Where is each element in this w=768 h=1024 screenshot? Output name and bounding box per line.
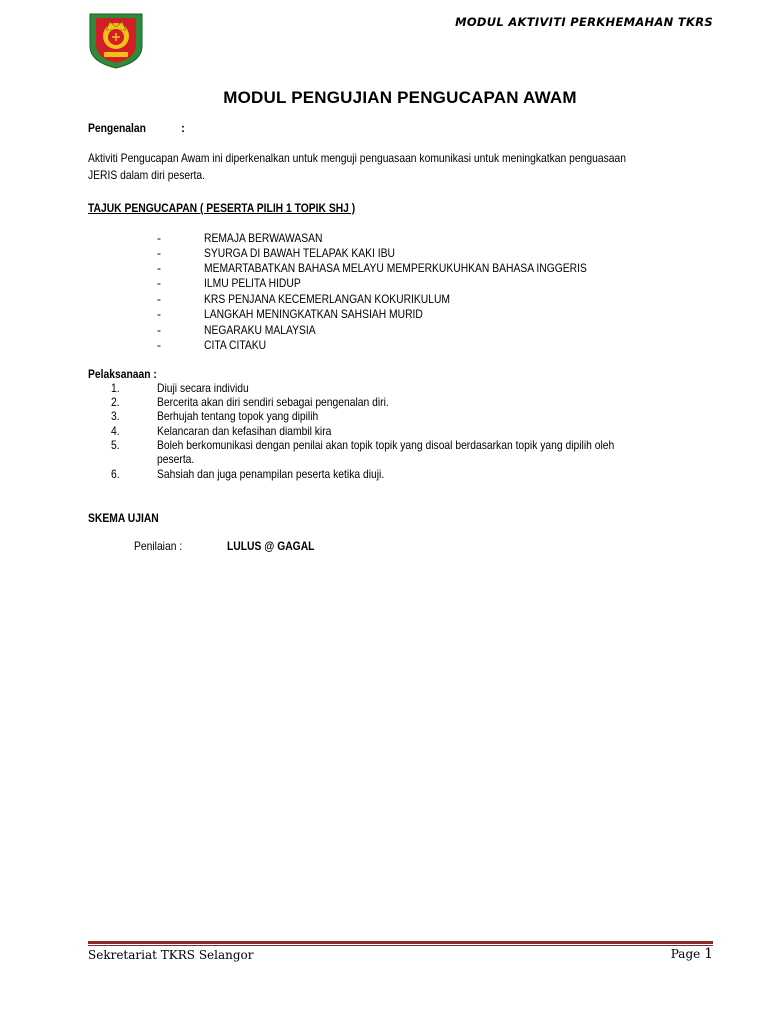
step-number: 4. (111, 424, 120, 438)
step-text: Bercerita akan diri sendiri sebagai pengenalan diri. (157, 395, 389, 409)
step-number: 2. (111, 395, 120, 409)
step-text: Sahsiah dan juga penampilan peserta ketika diuji. (157, 467, 385, 481)
topic-bullet: - (157, 276, 161, 290)
step-number: 3. (111, 409, 120, 423)
step-text: Diuji secara individu (157, 381, 249, 395)
intro-text-line-2: JERIS dalam diri peserta. (88, 168, 206, 182)
topic-item: CITA CITAKU (204, 338, 267, 352)
topics-heading: TAJUK PENGUCAPAN ( PESERTA PILIH 1 TOPIK SHJ ) (88, 201, 356, 215)
topic-bullet: - (157, 307, 161, 321)
page-number: 1 (704, 946, 713, 962)
intro-text-line-1: Aktiviti Pengucapan Awam ini diperkenalkan untuk menguji penguasaan komunikasi untuk meningkatkan penguasaan (88, 151, 626, 165)
step-number: 5. (111, 438, 120, 452)
topic-item: LANGKAH MENINGKATKAN SAHSIAH MURID (204, 307, 423, 321)
step-number: 1. (111, 381, 120, 395)
topic-bullet: - (157, 246, 161, 260)
topic-item: MEMARTABATKAN BAHASA MELAYU MEMPERKUKUHKAN BAHASA INGGERIS (204, 261, 587, 275)
topic-item: REMAJA BERWAWASAN (204, 231, 323, 245)
assessment-value: LULUS @ GAGAL (227, 539, 315, 553)
topic-bullet: - (157, 292, 161, 306)
topic-bullet: - (157, 261, 161, 275)
footer-rule-thin (88, 945, 713, 946)
assessment-label: Penilaian : (134, 539, 183, 553)
intro-colon: : (181, 121, 185, 135)
header-module-title: MODUL AKTIVITI PERKHEMAHAN TKRS (455, 15, 713, 29)
topic-item: ILMU PELITA HIDUP (204, 276, 301, 290)
step-text-continuation: peserta. (157, 452, 195, 466)
topic-item: SYURGA DI BAWAH TELAPAK KAKI IBU (204, 246, 395, 260)
step-text: Berhujah tentang topok yang dipilih (157, 409, 319, 423)
topic-bullet: - (157, 231, 161, 245)
intro-label: Pengenalan (88, 121, 146, 135)
tkrs-crest-logo (86, 10, 146, 70)
footer-secretariat: Sekretariat TKRS Selangor (88, 948, 254, 962)
step-text: Kelancaran dan kefasihan diambil kira (157, 424, 332, 438)
step-text: Boleh berkomunikasi dengan penilai akan topik topik yang disoal berdasarkan topik yang dipilih oleh (157, 438, 615, 452)
topic-item: NEGARAKU MALAYSIA (204, 323, 316, 337)
topic-bullet: - (157, 323, 161, 337)
topic-bullet: - (157, 338, 161, 352)
scheme-heading: SKEMA UJIAN (88, 511, 159, 525)
step-number: 6. (111, 467, 120, 481)
page-label: Page (670, 947, 701, 961)
topic-item: KRS PENJANA KECEMERLANGAN KOKURIKULUM (204, 292, 451, 306)
document-title: MODUL PENGUJIAN PENGUCAPAN AWAM (223, 88, 577, 107)
footer-rule-thick (88, 941, 713, 944)
implementation-heading: Pelaksanaan : (88, 367, 157, 381)
footer-page-indicator (640, 946, 713, 962)
